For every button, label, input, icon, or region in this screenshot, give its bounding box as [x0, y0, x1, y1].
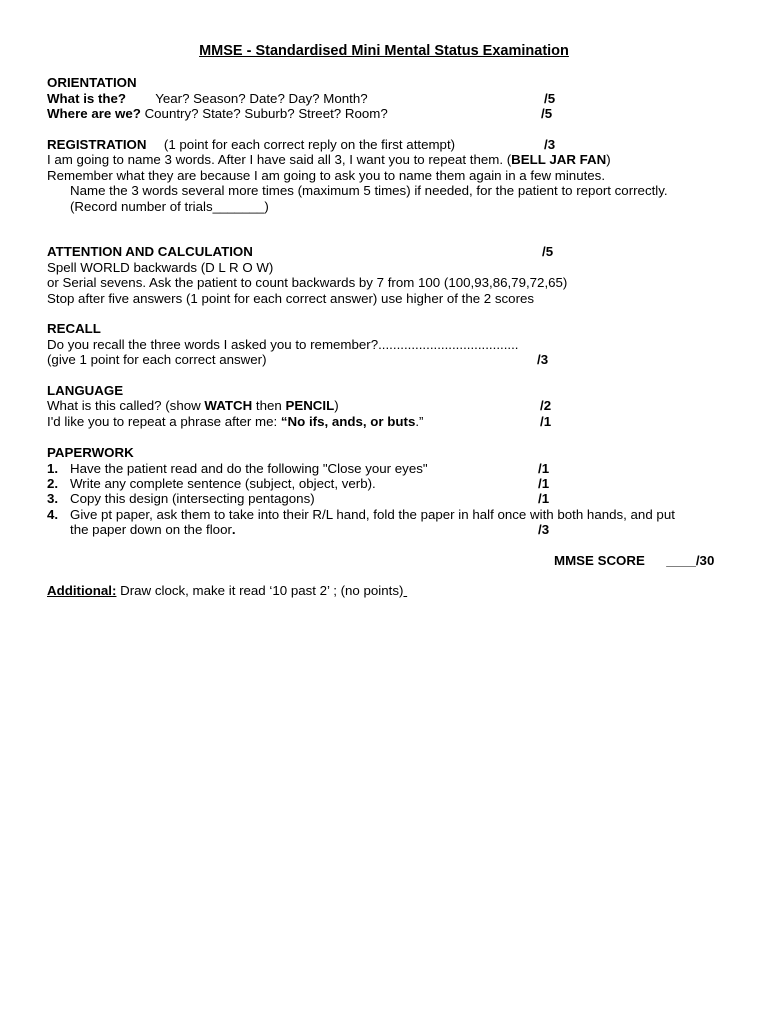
page-title: MMSE - Standardised Mini Mental Status Examination [199, 43, 569, 59]
orientation-q1-text: Year? Season? Date? Day? Month? [155, 91, 368, 106]
paperwork-heading: PAPERWORK [47, 445, 134, 460]
paperwork-item-3-score: /1 [538, 491, 550, 506]
language-q1-watch: WATCH [204, 398, 253, 413]
paperwork-item-4-text: Give pt paper, ask them to take into their R/L hand, fold the paper in half once with both hands, and put [70, 507, 675, 522]
language-q2-text: I'd like you to repeat a phrase after me: [47, 414, 281, 429]
paperwork-item-4 [47, 507, 675, 523]
language-question-1 [47, 398, 339, 414]
attention-heading: ATTENTION AND CALCULATION [47, 244, 253, 259]
paperwork-item-1-text: Have the patient read and do the following "Close your eyes" [70, 461, 428, 476]
paperwork-item-2-text: Write any complete sentence (subject, object, verb). [70, 476, 376, 491]
registration-line-4: (Record number of trials_______) [70, 199, 269, 214]
registration-line-2: Remember what they are because I am going to ask you to name them again in a few minutes. [47, 168, 606, 183]
additional-text: Draw clock, make it read ‘10 past 2’ ; (no points) [116, 583, 404, 598]
additional-label: Additional: [47, 583, 117, 598]
orientation-q1-score: /5 [544, 91, 556, 106]
orientation-heading: ORIENTATION [47, 75, 137, 90]
recall-heading: RECALL [47, 321, 101, 336]
registration-line-3: Name the 3 words several more times (maximum 5 times) if needed, for the patient to report correctly. [70, 183, 668, 198]
language-q2-phrase: “No ifs, ands, or buts [280, 414, 416, 429]
orientation-q1-label: What is the? [47, 91, 127, 106]
orientation-q2-score: /5 [541, 106, 553, 121]
attention-line-3: Stop after five answers (1 point for each correct answer) use higher of the 2 scores [47, 291, 535, 306]
language-q1-text: What is this called? (show [47, 398, 205, 413]
language-q2-end: .” [415, 414, 424, 429]
registration-line-1 [47, 152, 611, 168]
paperwork-item-4-continued [70, 522, 236, 538]
language-q1-pencil: PENCIL [285, 398, 335, 413]
language-q1-score: /2 [540, 398, 552, 413]
paperwork-item-4-cont-text: the paper down on the floor [70, 522, 232, 537]
orientation-question-1 [47, 91, 368, 107]
orientation-q2-text: Country? State? Suburb? Street? Room? [144, 106, 388, 121]
paperwork-item-4-number: 4. [47, 507, 59, 522]
paperwork-item-4-period: . [231, 522, 236, 537]
registration-words: BELL JAR FAN [511, 152, 607, 167]
paperwork-item-4-score: /3 [538, 522, 550, 537]
mmse-score-value: ____/30 [666, 553, 715, 568]
attention-line-1: Spell WORLD backwards (D L R O W) [47, 260, 274, 275]
language-heading: LANGUAGE [47, 383, 124, 398]
paperwork-item-1 [47, 461, 428, 477]
registration-line-1-text: I am going to name 3 words. After I have said all 3, I want you to repeat them. ( [47, 152, 512, 167]
language-q2-score: /1 [540, 414, 552, 429]
orientation-q2-label: Where are we? [47, 106, 141, 121]
paperwork-item-2-score: /1 [538, 476, 550, 491]
registration-header-line [47, 137, 455, 153]
language-question-2 [47, 414, 423, 430]
paperwork-item-2-number: 2. [47, 476, 59, 491]
paperwork-item-1-number: 1. [47, 461, 59, 476]
language-q1-end: ) [334, 398, 339, 413]
recall-line-2: (give 1 point for each correct answer) [47, 352, 267, 367]
registration-heading: REGISTRATION [47, 137, 147, 152]
mmse-score-label: MMSE SCORE [554, 553, 645, 568]
registration-line-1-end: ) [606, 152, 611, 167]
recall-line-1: Do you recall the three words I asked you to remember?...................................... [47, 337, 519, 352]
paperwork-item-1-score: /1 [538, 461, 550, 476]
attention-line-2: or Serial sevens. Ask the patient to count backwards by 7 from 100 (100,93,86,79,72,65) [47, 275, 568, 290]
paperwork-item-3-number: 3. [47, 491, 59, 506]
attention-score: /5 [542, 244, 554, 259]
paperwork-item-2 [47, 476, 376, 492]
registration-score: /3 [544, 137, 556, 152]
registration-note: (1 point for each correct reply on the first attempt) [163, 137, 456, 152]
additional-line [47, 583, 407, 599]
orientation-question-2 [47, 106, 388, 122]
language-q1-then: then [252, 398, 286, 413]
paperwork-item-3 [47, 491, 315, 507]
mmse-total-score [554, 553, 714, 569]
recall-score: /3 [537, 352, 549, 367]
paperwork-item-3-text: Copy this design (intersecting pentagons) [70, 491, 315, 506]
